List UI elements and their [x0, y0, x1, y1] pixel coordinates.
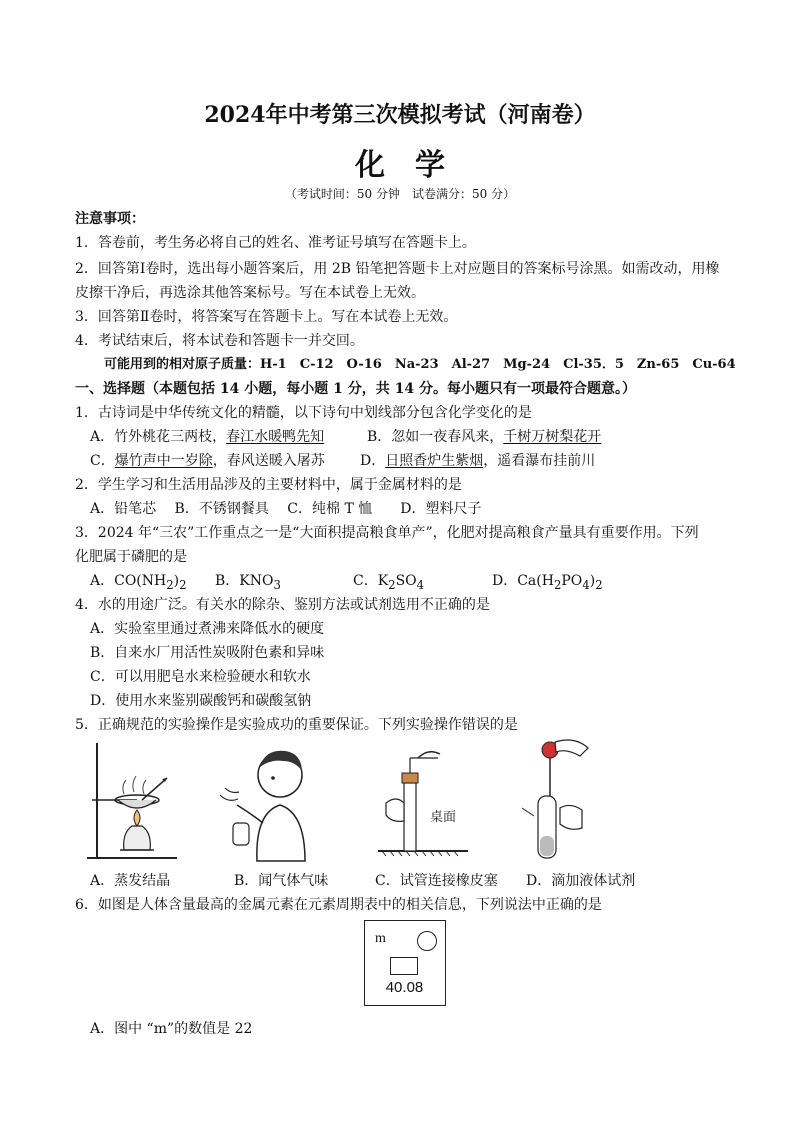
q3-d-sub3: 2: [595, 577, 603, 592]
q3-c-sub: 2: [388, 577, 396, 592]
periodic-cell: [364, 920, 446, 1006]
q3-d-sub: 2: [553, 577, 562, 592]
q2-options: A．铅笔芯 B．不锈钢餐具 C．纯棉 T 恤 D．塑料尺子: [90, 501, 482, 517]
q1-d-text: ，遥看瀑布挂前川: [483, 453, 596, 469]
q4-option-d: D．使用水来鉴别碳酸钙和碳酸氢钠: [90, 693, 312, 709]
q3-stem-b: 化肥属于磷肥的是: [75, 549, 187, 565]
q3-option-c: [353, 572, 424, 594]
q2-stem: 2．学生学习和生活用品涉及的主要材料中，属于金属材料的是: [75, 477, 462, 493]
q4-stem: 4．水的用途广泛。有关水的除杂、鉴别方法或试剂选用不正确的是: [75, 597, 490, 613]
atomic-masses: 可能用到的相对原子质量：H-1 C-12 O-16 Na-23 Al-27 Mg-24 Cl-35．5 Zn-65 Cu-64: [104, 357, 736, 372]
q1-c-underlined: 爆竹声中一岁除: [114, 453, 213, 469]
q1-a-text: A．竹外桃花三两枝，: [90, 429, 227, 445]
q4-option-c: C．可以用肥皂水来检验硬水和软水: [90, 669, 311, 685]
q3-d-text3: ): [589, 573, 596, 589]
cell-circle-blank: [417, 931, 437, 951]
q3-d-text2: PO: [561, 573, 583, 589]
q3-d-sub2: 4: [582, 577, 590, 592]
test-tube-stopper-figure: [378, 743, 473, 858]
q5-option-d: D．滴加液体试剂: [526, 873, 636, 889]
q1-b-underlined: 千树万树梨花开: [503, 429, 602, 445]
section-heading: 一、选择题（本题包括 14 小题，每小题 1 分，共 14 分。每小题只有一项最符合题意。）: [75, 381, 636, 397]
cell-box-blank: [390, 957, 418, 975]
q3-stem-a: 3．2024 年“三农”工作重点之一是“大面积提高粮食单产”，化肥对提高粮食产量具有重要作用。下列: [75, 525, 699, 541]
q3-d-text: D．Ca(H: [492, 573, 554, 589]
q5-option-c: C．试管连接橡皮塞: [375, 873, 498, 889]
q3-b-text: B．KNO: [215, 573, 274, 589]
dropper-figure: [520, 738, 605, 863]
notice-item-3: 3．回答第Ⅱ卷时，将答案写在答题卡上。写在本试卷上无效。: [75, 309, 458, 325]
notice-item-4: 4．考试结束后，将本试卷和答题卡一并交回。: [75, 333, 364, 349]
q3-b-sub: 3: [273, 577, 281, 592]
notice-item-2b: 皮擦干净后，再选涂其他答案标号。写在本试卷上无效。: [75, 285, 425, 301]
cell-symbol: m: [375, 931, 386, 946]
q1-c-label: C．: [90, 453, 115, 469]
q5-option-b: B．闻气体气味: [234, 873, 329, 889]
subject-title: 化学: [355, 148, 475, 183]
q4-option-b: B．自来水厂用活性炭吸附色素和异味: [90, 645, 325, 661]
q3-a-text: A．CO(NH: [90, 573, 167, 589]
q1-d-underlined: 日照香炉生紫烟: [385, 453, 484, 469]
q3-c-sub2: 4: [416, 577, 425, 592]
desk-label: 桌面: [430, 809, 457, 824]
q3-c-text: C．K: [353, 573, 389, 589]
q3-option-d: [492, 572, 603, 594]
q4-option-a: A．实验室里通过煮沸来降低水的硬度: [90, 621, 325, 637]
notice-item-2a: 2．回答第Ⅰ卷时，选出每小题答案后，用 2B 铅笔把答题卡上对应题目的答案标号涂黑。如需改动，用橡: [75, 261, 720, 277]
q3-a-sub: 2: [166, 577, 174, 592]
exam-info: （考试时间：50 分钟 试卷满分：50 分）: [284, 187, 516, 201]
q1-stem: 1．古诗词是中华传统文化的精髓，以下诗句中划线部分包含化学变化的是: [75, 405, 532, 421]
q3-option-a: [90, 572, 187, 594]
q3-a-text2: ): [173, 573, 180, 589]
cell-atomic-mass: 40.08: [385, 979, 424, 996]
q3-option-b: [215, 572, 281, 594]
page-title: 2024年中考第三次模拟考试（河南卷）: [204, 102, 596, 128]
q1-b-text: B．忽如一夜春风来，: [367, 429, 504, 445]
q5-stem: 5．正确规范的实验操作是实验成功的重要保证。下列实验操作错误的是: [75, 717, 518, 733]
q1-a-underlined: 春江水暖鸭先知: [226, 429, 325, 445]
q1-d-label: D．: [360, 453, 386, 469]
q1-option-b: [367, 428, 601, 446]
q1-option-a: [90, 428, 324, 446]
q6-option-a: A．图中 “m”的数值是 22: [90, 1021, 253, 1037]
q6-stem: 6．如图是人体含量最高的金属元素在元素周期表中的相关信息，下列说法中正确的是: [75, 897, 602, 913]
evaporation-figure: [82, 738, 182, 863]
smelling-gas-figure: [205, 743, 320, 863]
q1-option-d: [360, 452, 595, 470]
q3-c-text2: SO: [395, 573, 417, 589]
notice-heading: 注意事项：: [75, 211, 145, 227]
q3-a-sub2: 2: [179, 577, 187, 592]
notice-item-1: 1．答卷前，考生务必将自己的姓名、准考证号填写在答题卡上。: [75, 235, 476, 251]
q1-c-text: ，春风送暖入屠苏: [212, 453, 325, 469]
q1-option-c: [90, 452, 325, 470]
q5-option-a: A．蒸发结晶: [90, 873, 171, 889]
